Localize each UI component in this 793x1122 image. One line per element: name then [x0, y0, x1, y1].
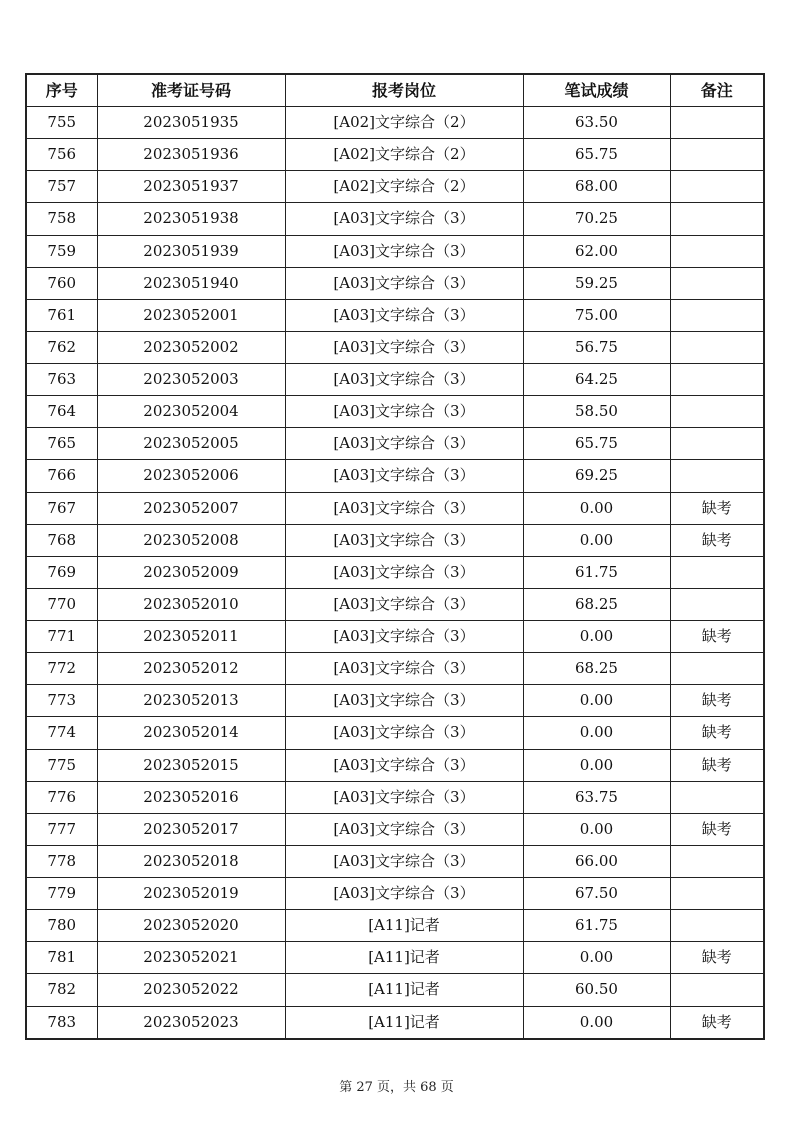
table-row [26, 845, 764, 877]
cell-written-score: 58.50 [523, 396, 670, 428]
cell-written-score: 0.00 [523, 621, 670, 653]
cell-position: [A02]文字综合（2） [285, 171, 523, 203]
cell-written-score: 69.25 [523, 460, 670, 492]
cell-seq: 782 [26, 974, 97, 1006]
cell-position: [A03]文字综合（3） [285, 203, 523, 235]
cell-written-score: 63.50 [523, 107, 670, 139]
cell-remarks [670, 781, 764, 813]
cell-seq: 778 [26, 845, 97, 877]
cell-seq: 759 [26, 235, 97, 267]
cell-seq: 773 [26, 685, 97, 717]
cell-remarks: 缺考 [670, 749, 764, 781]
cell-remarks: 缺考 [670, 492, 764, 524]
cell-written-score: 75.00 [523, 299, 670, 331]
cell-ticket-number: 2023052007 [97, 492, 285, 524]
cell-position: [A03]文字综合（3） [285, 524, 523, 556]
table-row [26, 813, 764, 845]
cell-ticket-number: 2023051935 [97, 107, 285, 139]
cell-remarks [670, 878, 764, 910]
cell-written-score: 56.75 [523, 331, 670, 363]
table-row [26, 428, 764, 460]
table-row [26, 139, 764, 171]
cell-seq: 776 [26, 781, 97, 813]
header-remarks: 备注 [670, 74, 764, 107]
cell-position: [A03]文字综合（3） [285, 717, 523, 749]
cell-seq: 764 [26, 396, 97, 428]
cell-seq: 762 [26, 331, 97, 363]
cell-seq: 763 [26, 364, 97, 396]
cell-seq: 772 [26, 653, 97, 685]
table-row [26, 717, 764, 749]
cell-remarks [670, 203, 764, 235]
table-row [26, 685, 764, 717]
cell-remarks [670, 845, 764, 877]
table-row [26, 396, 764, 428]
cell-remarks [670, 267, 764, 299]
cell-ticket-number: 2023052020 [97, 910, 285, 942]
header-written-score: 笔试成绩 [523, 74, 670, 107]
cell-remarks [670, 428, 764, 460]
cell-position: [A03]文字综合（3） [285, 364, 523, 396]
cell-position: [A03]文字综合（3） [285, 331, 523, 363]
table-row [26, 235, 764, 267]
cell-position: [A02]文字综合（2） [285, 107, 523, 139]
cell-seq: 770 [26, 588, 97, 620]
cell-seq: 775 [26, 749, 97, 781]
cell-position: [A03]文字综合（3） [285, 749, 523, 781]
cell-position: [A03]文字综合（3） [285, 621, 523, 653]
table-row [26, 171, 764, 203]
cell-seq: 767 [26, 492, 97, 524]
table-row [26, 267, 764, 299]
cell-written-score: 61.75 [523, 910, 670, 942]
cell-ticket-number: 2023052021 [97, 942, 285, 974]
cell-remarks [670, 235, 764, 267]
cell-seq: 755 [26, 107, 97, 139]
cell-remarks: 缺考 [670, 685, 764, 717]
table-row [26, 588, 764, 620]
cell-ticket-number: 2023052015 [97, 749, 285, 781]
cell-seq: 769 [26, 556, 97, 588]
cell-ticket-number: 2023052005 [97, 428, 285, 460]
table-row [26, 942, 764, 974]
cell-ticket-number: 2023052011 [97, 621, 285, 653]
cell-position: [A03]文字综合（3） [285, 556, 523, 588]
cell-seq: 757 [26, 171, 97, 203]
cell-position: [A03]文字综合（3） [285, 813, 523, 845]
cell-ticket-number: 2023052013 [97, 685, 285, 717]
table-body [26, 107, 764, 1039]
cell-ticket-number: 2023052014 [97, 717, 285, 749]
cell-remarks [670, 653, 764, 685]
cell-written-score: 67.50 [523, 878, 670, 910]
cell-remarks [670, 299, 764, 331]
cell-seq: 777 [26, 813, 97, 845]
cell-position: [A03]文字综合（3） [285, 878, 523, 910]
header-ticket-number: 准考证号码 [97, 74, 285, 107]
cell-written-score: 0.00 [523, 685, 670, 717]
cell-position: [A03]文字综合（3） [285, 396, 523, 428]
cell-written-score: 0.00 [523, 813, 670, 845]
cell-ticket-number: 2023052012 [97, 653, 285, 685]
cell-position: [A03]文字综合（3） [285, 588, 523, 620]
header-position: 报考岗位 [285, 74, 523, 107]
cell-remarks [670, 139, 764, 171]
cell-written-score: 65.75 [523, 428, 670, 460]
cell-written-score: 0.00 [523, 749, 670, 781]
cell-remarks: 缺考 [670, 813, 764, 845]
table-row [26, 1006, 764, 1039]
cell-ticket-number: 2023052009 [97, 556, 285, 588]
cell-position: [A03]文字综合（3） [285, 299, 523, 331]
cell-ticket-number: 2023052023 [97, 1006, 285, 1039]
cell-ticket-number: 2023051939 [97, 235, 285, 267]
cell-ticket-number: 2023052017 [97, 813, 285, 845]
cell-position: [A03]文字综合（3） [285, 428, 523, 460]
cell-seq: 768 [26, 524, 97, 556]
exam-score-table [25, 73, 765, 1040]
cell-position: [A11]记者 [285, 1006, 523, 1039]
cell-position: [A02]文字综合（2） [285, 139, 523, 171]
table-header-row [26, 74, 764, 107]
cell-position: [A03]文字综合（3） [285, 781, 523, 813]
cell-remarks: 缺考 [670, 621, 764, 653]
table-row [26, 331, 764, 363]
cell-ticket-number: 2023052006 [97, 460, 285, 492]
cell-written-score: 66.00 [523, 845, 670, 877]
cell-written-score: 64.25 [523, 364, 670, 396]
page-footer: 第 27 页，共 68 页 [339, 1080, 454, 1095]
table-row [26, 974, 764, 1006]
cell-ticket-number: 2023051937 [97, 171, 285, 203]
cell-ticket-number: 2023051936 [97, 139, 285, 171]
cell-ticket-number: 2023052010 [97, 588, 285, 620]
table-row [26, 364, 764, 396]
cell-remarks [670, 107, 764, 139]
cell-written-score: 0.00 [523, 524, 670, 556]
cell-remarks [670, 396, 764, 428]
cell-written-score: 0.00 [523, 492, 670, 524]
table-row [26, 299, 764, 331]
cell-ticket-number: 2023051940 [97, 267, 285, 299]
table-row [26, 492, 764, 524]
cell-ticket-number: 2023052003 [97, 364, 285, 396]
cell-seq: 760 [26, 267, 97, 299]
cell-position: [A03]文字综合（3） [285, 685, 523, 717]
cell-remarks [670, 556, 764, 588]
table-row [26, 556, 764, 588]
cell-remarks [670, 460, 764, 492]
cell-position: [A11]记者 [285, 942, 523, 974]
cell-written-score: 70.25 [523, 203, 670, 235]
cell-seq: 761 [26, 299, 97, 331]
cell-remarks: 缺考 [670, 1006, 764, 1039]
cell-written-score: 68.25 [523, 653, 670, 685]
cell-ticket-number: 2023052002 [97, 331, 285, 363]
cell-remarks [670, 364, 764, 396]
cell-ticket-number: 2023052018 [97, 845, 285, 877]
cell-seq: 771 [26, 621, 97, 653]
table-row [26, 460, 764, 492]
cell-ticket-number: 2023051938 [97, 203, 285, 235]
table-row [26, 878, 764, 910]
cell-position: [A03]文字综合（3） [285, 653, 523, 685]
cell-ticket-number: 2023052016 [97, 781, 285, 813]
cell-written-score: 60.50 [523, 974, 670, 1006]
cell-seq: 774 [26, 717, 97, 749]
cell-written-score: 68.00 [523, 171, 670, 203]
cell-remarks: 缺考 [670, 524, 764, 556]
cell-seq: 765 [26, 428, 97, 460]
cell-written-score: 68.25 [523, 588, 670, 620]
cell-position: [A11]记者 [285, 974, 523, 1006]
table-row [26, 524, 764, 556]
cell-written-score: 0.00 [523, 942, 670, 974]
cell-ticket-number: 2023052008 [97, 524, 285, 556]
cell-ticket-number: 2023052004 [97, 396, 285, 428]
cell-position: [A03]文字综合（3） [285, 460, 523, 492]
table-row [26, 621, 764, 653]
cell-position: [A03]文字综合（3） [285, 492, 523, 524]
cell-seq: 783 [26, 1006, 97, 1039]
cell-remarks: 缺考 [670, 717, 764, 749]
table-row [26, 910, 764, 942]
cell-position: [A03]文字综合（3） [285, 267, 523, 299]
cell-remarks [670, 171, 764, 203]
cell-seq: 756 [26, 139, 97, 171]
cell-written-score: 0.00 [523, 717, 670, 749]
cell-seq: 779 [26, 878, 97, 910]
table-row [26, 203, 764, 235]
cell-written-score: 0.00 [523, 1006, 670, 1039]
table-row [26, 653, 764, 685]
table-row [26, 781, 764, 813]
cell-written-score: 62.00 [523, 235, 670, 267]
cell-position: [A11]记者 [285, 910, 523, 942]
cell-written-score: 59.25 [523, 267, 670, 299]
cell-remarks [670, 331, 764, 363]
cell-position: [A03]文字综合（3） [285, 845, 523, 877]
cell-written-score: 61.75 [523, 556, 670, 588]
table-row [26, 749, 764, 781]
cell-ticket-number: 2023052022 [97, 974, 285, 1006]
cell-seq: 780 [26, 910, 97, 942]
cell-ticket-number: 2023052019 [97, 878, 285, 910]
cell-seq: 758 [26, 203, 97, 235]
cell-remarks [670, 588, 764, 620]
cell-position: [A03]文字综合（3） [285, 235, 523, 267]
cell-ticket-number: 2023052001 [97, 299, 285, 331]
table-row [26, 107, 764, 139]
cell-remarks [670, 974, 764, 1006]
cell-written-score: 65.75 [523, 139, 670, 171]
header-seq: 序号 [26, 74, 97, 107]
cell-remarks: 缺考 [670, 942, 764, 974]
cell-seq: 781 [26, 942, 97, 974]
cell-seq: 766 [26, 460, 97, 492]
cell-written-score: 63.75 [523, 781, 670, 813]
cell-remarks [670, 910, 764, 942]
